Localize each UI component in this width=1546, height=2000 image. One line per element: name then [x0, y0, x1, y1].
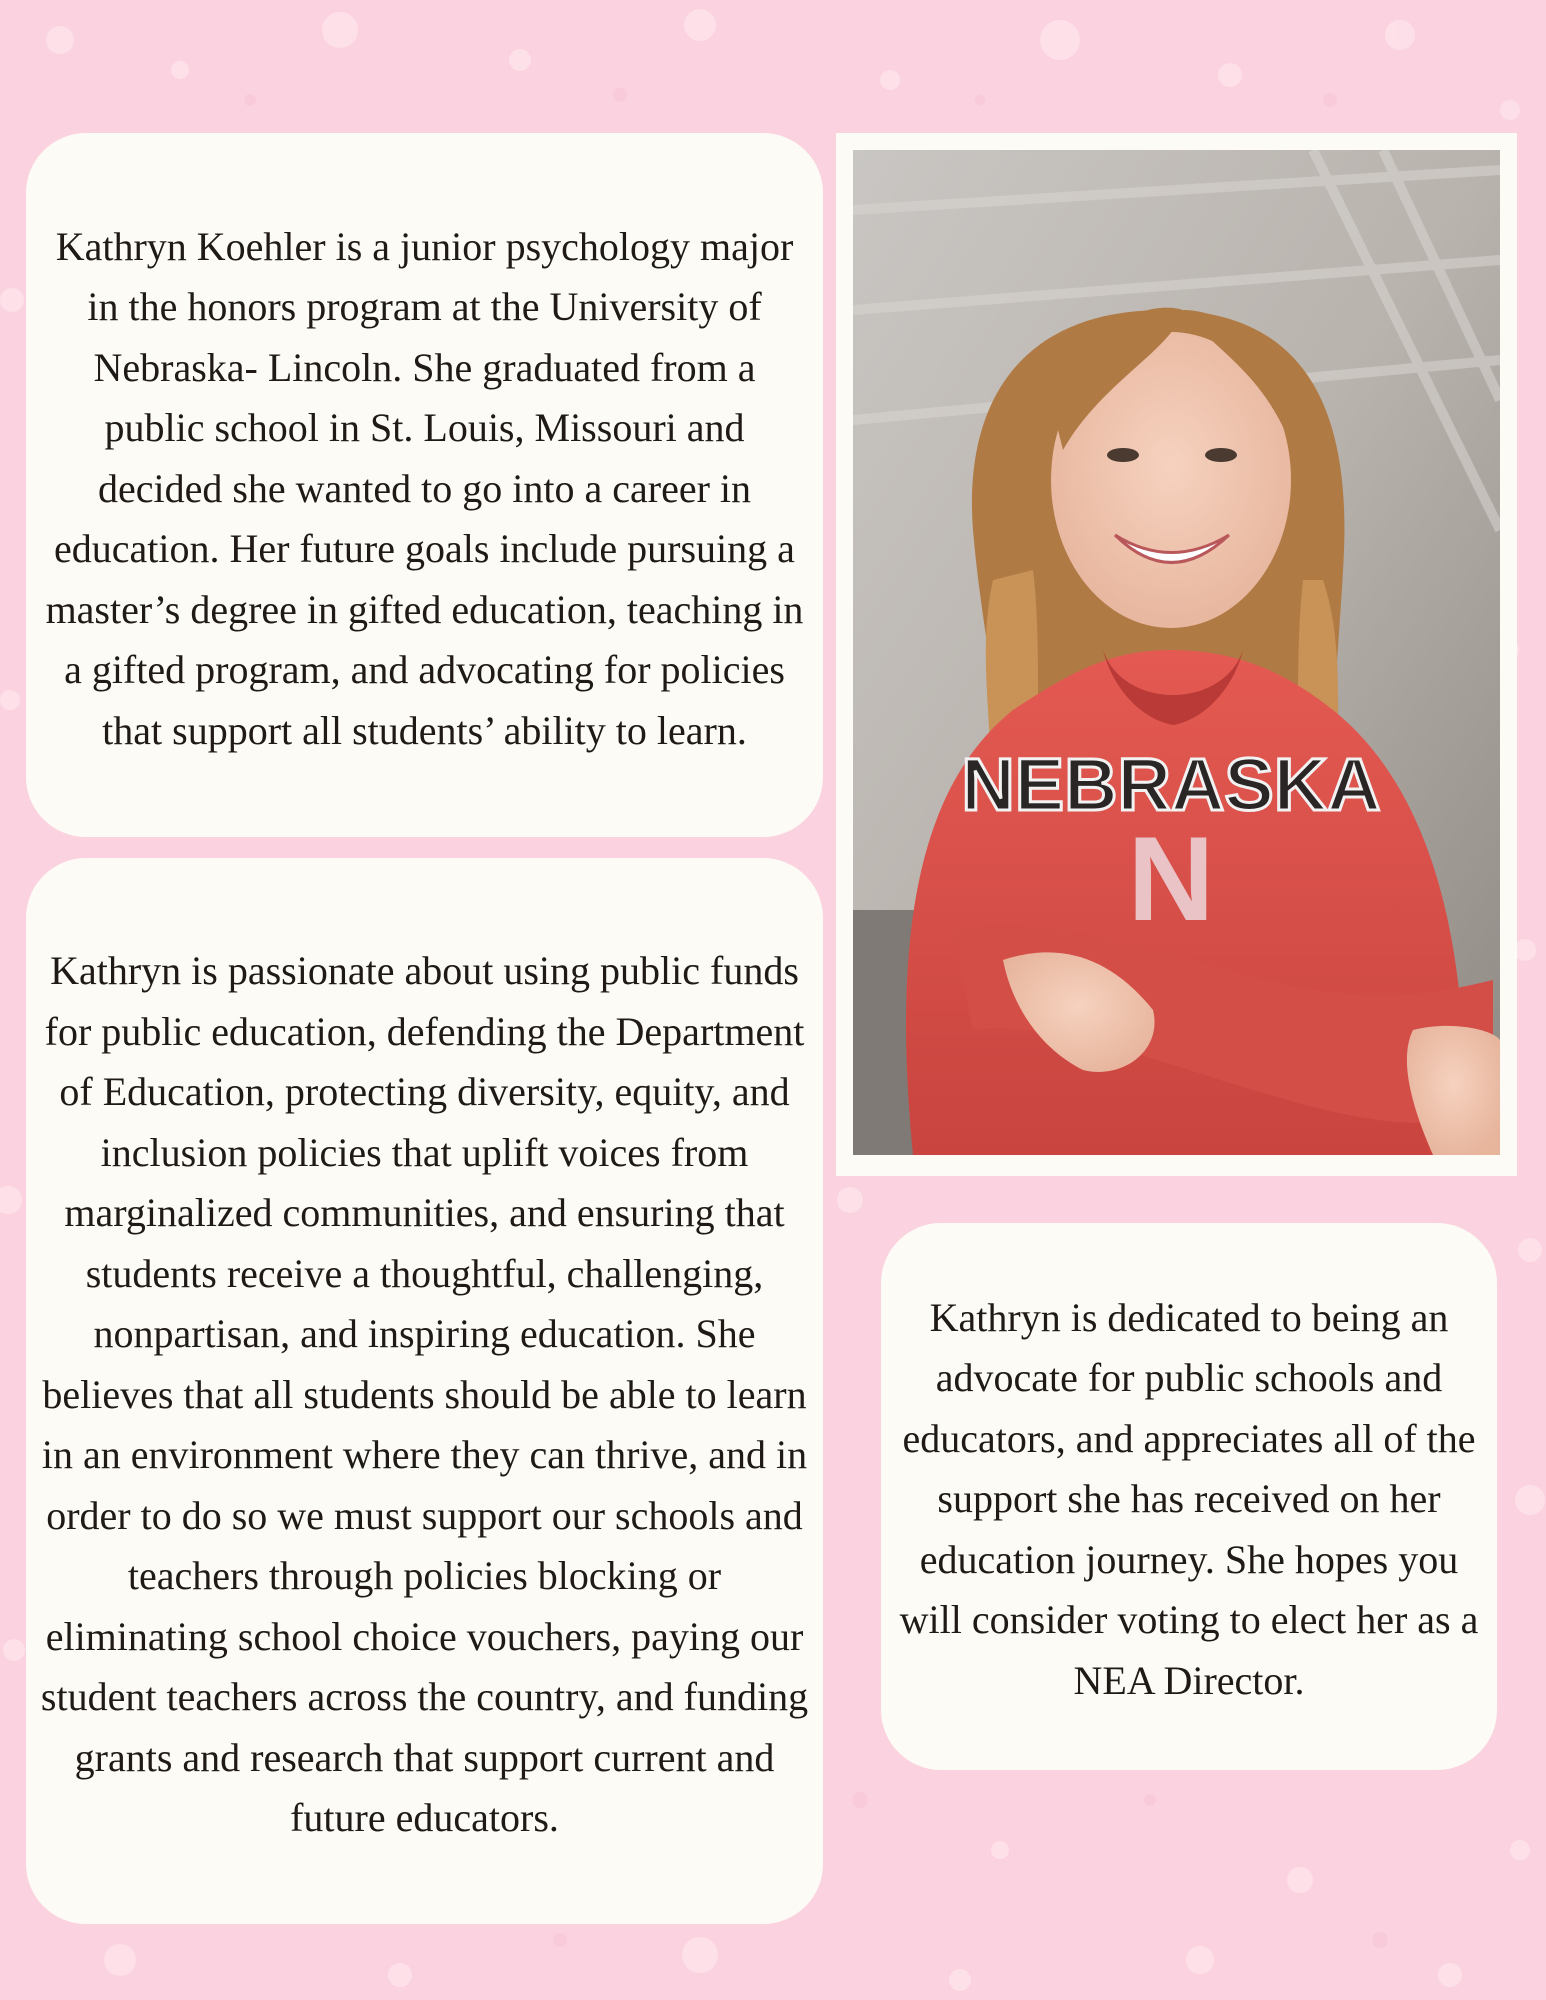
closing-paragraph: Kathryn is dedicated to being an advocate for public schools and educators, and appreciates all of the support she has received on her education journey. She hopes you will consider voting to elect her as a NEA Director.: [899, 1294, 1479, 1703]
intro-paragraph: Kathryn Koehler is a junior psychology major in the honors program at the University of Nebraska- Lincoln. She graduated from a public school in St. Louis, Missouri and decided she wanted to go into a career in education. Her future goals include pursuing a master’s degree in gifted education, teaching in a gifted program, and advocating for policies that support all students’ ability to learn.: [45, 223, 804, 753]
portrait-frame: [836, 133, 1517, 1176]
shirt-letter: N: [1127, 812, 1215, 946]
priorities-card: [26, 858, 823, 1924]
priorities-paragraph: Kathryn is passionate about using public funds for public education, defending the Department of Education, protecting diversity, equity, and inclusion policies that uplift voices from marginalized communities, and ensuring that students receive a thoughtful, challenging, nonpartisan, and inspiring education. She believes that all students should be able to learn in an environment where they can thrive, and in order to do so we must support our schools and teachers through policies blocking or eliminating school choice vouchers, paying our student teachers across the country, and funding grants and research that support current and future educators.: [40, 948, 809, 1841]
closing-card: [881, 1223, 1497, 1770]
intro-card: [26, 133, 823, 837]
candidate-portrait: [853, 150, 1500, 1155]
shirt-text: NEBRASKA: [961, 743, 1381, 826]
